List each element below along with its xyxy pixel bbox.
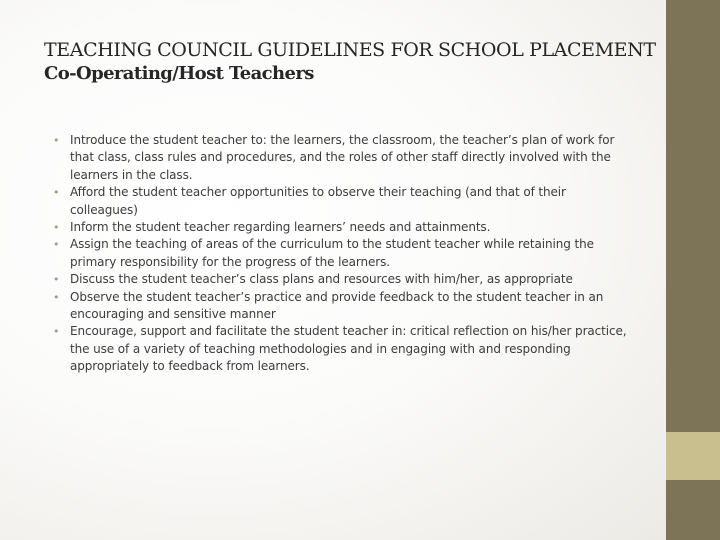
bullet-item [53,184,631,219]
bullet-item [53,219,631,236]
bullet-text: Inform the student teacher regarding learners’ needs and attainments. [70,220,491,235]
bullet-dot-icon: • [53,238,60,252]
bullet-item [53,323,631,375]
bullet-dot-icon: • [53,134,60,147]
bullet-dot-icon: • [53,290,60,304]
bullet-text: Afford the student teacher opportunities to observe their teaching (and that of their colleagues) [70,185,566,217]
side-band-accent [666,432,720,480]
bullet-text: Assign the teaching of areas of the curriculum to the student teacher while retaining the primary responsibility for the progress of the learners. [70,237,594,269]
bullet-item [53,289,631,324]
slide-title: TEACHING COUNCIL GUIDELINES FOR SCHOOL PLACEMENT [44,39,656,61]
bullet-item [53,132,631,184]
slide-subtitle: Co-Operating/Host Teachers [44,63,314,84]
bullet-dot-icon: • [53,325,60,339]
bullet-text: Encourage, support and facilitate the student teacher in: critical reflection on his/her practice, the use of a variety of teaching methodologies and in engaging with and responding appropriately to feedback from learners. [70,324,627,374]
bullet-list [53,132,631,376]
bullet-dot-icon: • [53,221,60,235]
side-band-top [666,0,720,432]
bullet-text: Observe the student teacher’s practice and provide feedback to the student teacher in an encouraging and sensitive manner [70,289,604,322]
title-block [44,38,654,86]
bullet-text: Discuss the student teacher’s class plans and resources with him/her, as appropriate [70,272,573,287]
bullet-dot-icon: • [53,273,60,287]
side-band-bottom [666,480,720,540]
bullet-item [53,236,631,271]
bullet-item [53,271,631,288]
bullet-text: Introduce the student teacher to: the learners, the classroom, the teacher’s plan of work for that class, class rules and procedures, and the roles of other staff directly involved with the learners in the class. [70,133,615,182]
bullet-dot-icon: • [53,186,60,200]
